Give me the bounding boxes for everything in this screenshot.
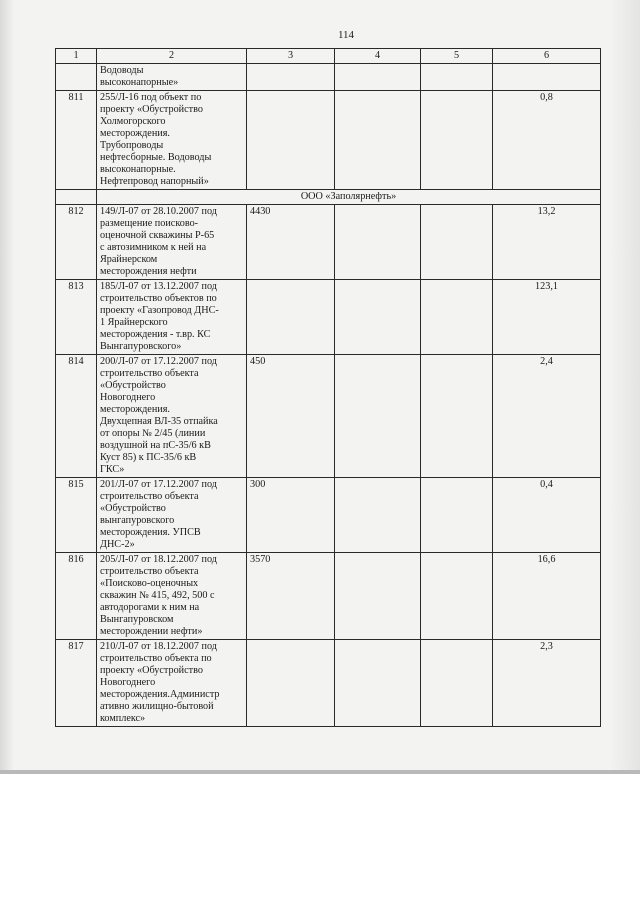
row-number: 817 — [56, 640, 97, 727]
group-spacer — [56, 190, 97, 205]
row-area: 16,6 — [493, 553, 601, 640]
row-description: 255/Л-16 под объект по проекту «Обустройство Холмогорского месторождения. Трубопроводы нефтесборные. Водоводы высоконапорные. Нефтепровод напорный» — [97, 91, 247, 190]
row-col3 — [247, 280, 335, 355]
row-col5 — [421, 553, 493, 640]
row-col4 — [335, 553, 421, 640]
row-col4 — [335, 64, 421, 91]
scan-edge-shadow-left — [0, 0, 14, 770]
row-col4 — [335, 640, 421, 727]
row-area — [493, 64, 601, 91]
land-lease-table — [55, 48, 601, 727]
row-col3: 300 — [247, 478, 335, 553]
row-col3 — [247, 64, 335, 91]
row-col3: 4430 — [247, 205, 335, 280]
row-col3: 3570 — [247, 553, 335, 640]
table-row — [56, 205, 601, 280]
page-number: 114 — [337, 29, 355, 41]
row-area: 13,2 — [493, 205, 601, 280]
column-header: 6 — [493, 49, 601, 64]
table-row — [56, 91, 601, 190]
row-col5 — [421, 478, 493, 553]
row-area: 2,3 — [493, 640, 601, 727]
row-col5 — [421, 355, 493, 478]
table-row — [56, 640, 601, 727]
row-col5 — [421, 280, 493, 355]
row-col4 — [335, 355, 421, 478]
row-col3 — [247, 91, 335, 190]
row-number: 811 — [56, 91, 97, 190]
table-row — [56, 64, 601, 91]
column-header: 5 — [421, 49, 493, 64]
row-col4 — [335, 205, 421, 280]
table-header-row — [56, 49, 601, 64]
row-description: 200/Л-07 от 17.12.2007 под строительство объекта «Обустройство Новогоднего месторождения. Двухцепная ВЛ-35 отпайка от опоры № 2/45 (линии воздушной на пС-35/6 кВ Куст 85) к ПС-35/6 кВ ГКС» — [97, 355, 247, 478]
column-header: 3 — [247, 49, 335, 64]
column-header: 4 — [335, 49, 421, 64]
row-area: 2,4 — [493, 355, 601, 478]
row-number: 813 — [56, 280, 97, 355]
table-row — [56, 478, 601, 553]
column-header: 2 — [97, 49, 247, 64]
row-col5 — [421, 205, 493, 280]
row-number — [56, 64, 97, 91]
row-description: Водоводы высоконапорные» — [97, 64, 247, 91]
table-row — [56, 355, 601, 478]
row-col4 — [335, 91, 421, 190]
table-row — [56, 553, 601, 640]
row-description: 149/Л-07 от 28.10.2007 под размещение поисково- оценочной скважины Р-65 с автозимником к ней на Ярайнерском месторождения нефти — [97, 205, 247, 280]
row-col5 — [421, 640, 493, 727]
row-area: 0,8 — [493, 91, 601, 190]
row-area: 0,4 — [493, 478, 601, 553]
row-area: 123,1 — [493, 280, 601, 355]
table-row — [56, 280, 601, 355]
row-col5 — [421, 91, 493, 190]
row-description: 185/Л-07 от 13.12.2007 под строительство объектов по проекту «Газопровод ДНС- 1 Ярайнерского месторождения - т.вр. КС Вынгапуровского» — [97, 280, 247, 355]
row-number: 815 — [56, 478, 97, 553]
row-number: 814 — [56, 355, 97, 478]
company-group-label: ООО «Заполярнефть» — [97, 190, 601, 205]
row-description: 210/Л-07 от 18.12.2007 под строительство объекта по проекту «Обустройство Новогоднего месторождения.Администр ативно жилищно-бытовой комплекс» — [97, 640, 247, 727]
row-col3 — [247, 640, 335, 727]
row-col3: 450 — [247, 355, 335, 478]
row-col4 — [335, 280, 421, 355]
row-description: 201/Л-07 от 17.12.2007 под строительство объекта «Обустройство вынгапуровского месторождения. УПСВ ДНС-2» — [97, 478, 247, 553]
row-number: 816 — [56, 553, 97, 640]
row-description: 205/Л-07 от 18.12.2007 под строительство объекта «Поисково-оценочных скважин № 415, 492, 500 с автодорогами к ним на Вынгапуровском месторождении нефти» — [97, 553, 247, 640]
column-header: 1 — [56, 49, 97, 64]
row-col5 — [421, 64, 493, 91]
scan-edge-shadow-right — [610, 0, 640, 770]
row-number: 812 — [56, 205, 97, 280]
table-group-row — [56, 190, 601, 205]
row-col4 — [335, 478, 421, 553]
